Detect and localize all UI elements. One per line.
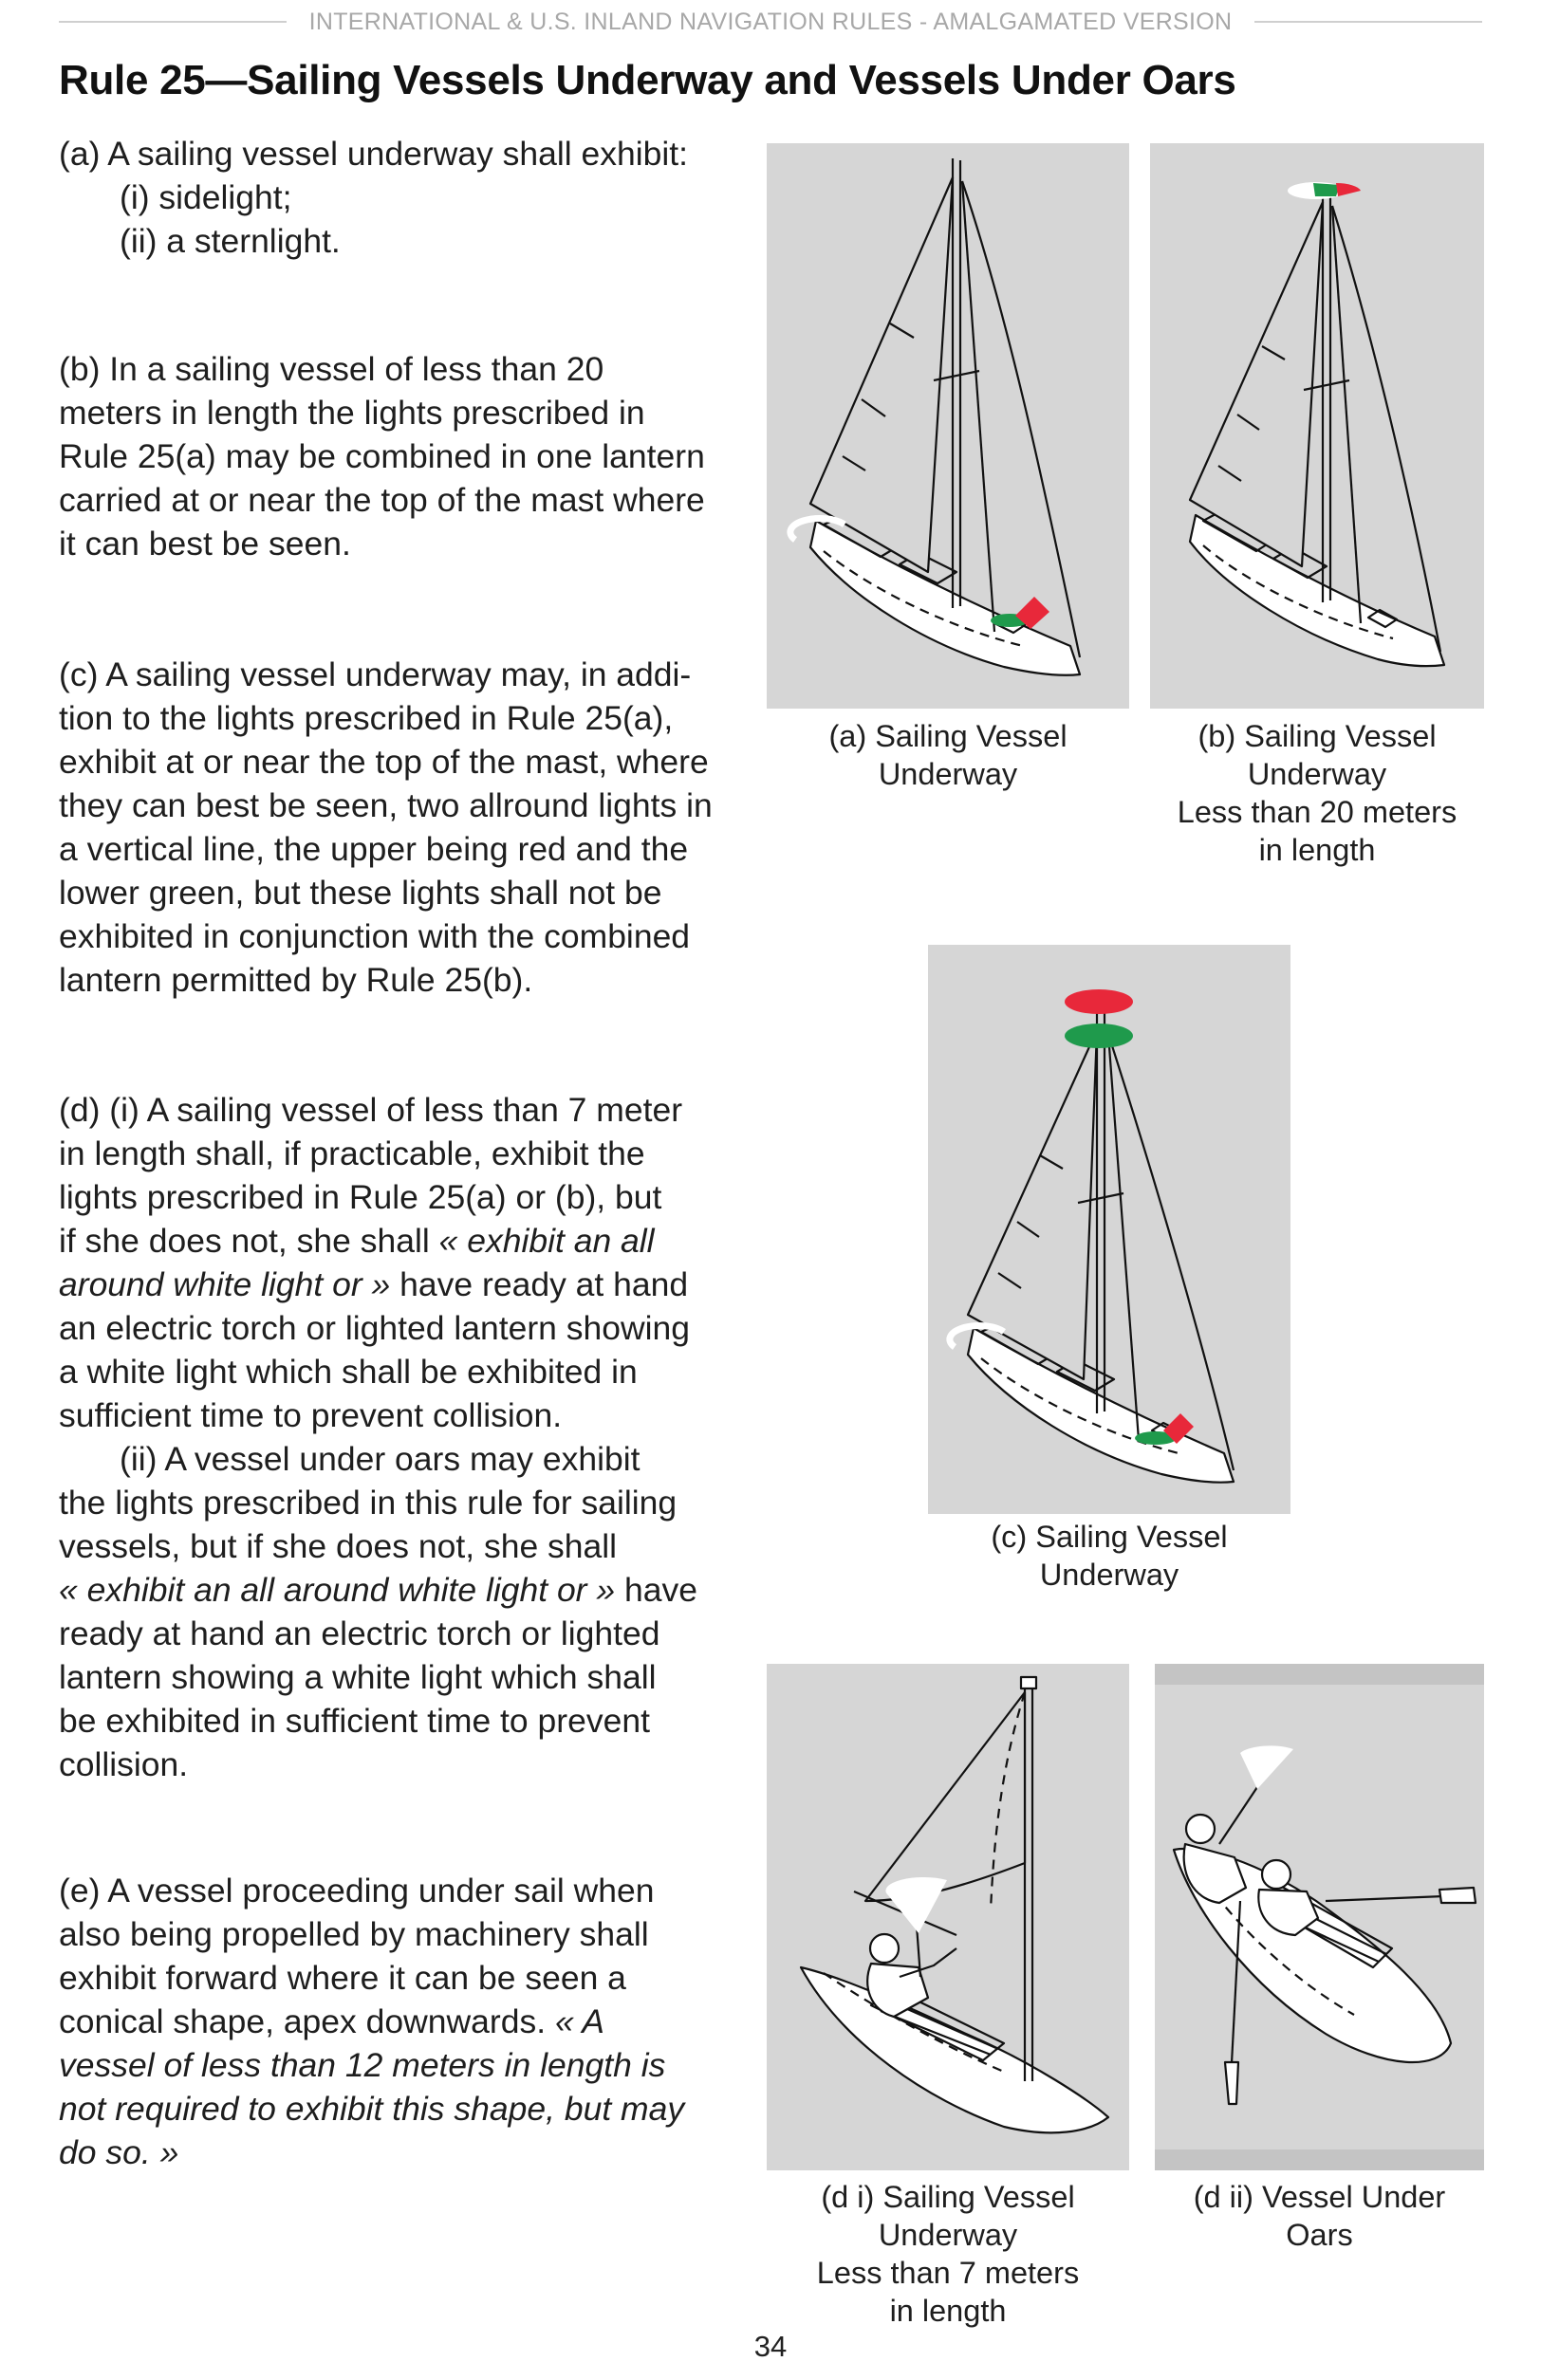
figure-a-caption — [767, 717, 1129, 793]
figure-dii-caption — [1155, 2178, 1484, 2254]
section-c — [59, 653, 761, 1002]
figure-a-caption-line: Underway — [878, 757, 1018, 791]
section-d-line — [59, 1219, 761, 1263]
figure-di-caption-line: (d i) Sailing Vessel — [821, 2180, 1075, 2214]
section-d-line: sufficient time to prevent collision. — [59, 1396, 563, 1434]
figure-b-illustration — [1150, 143, 1484, 709]
figure-b-caption-line: Underway — [1247, 757, 1387, 791]
section-e-line: not required to exhibit this shape, but may — [59, 2090, 685, 2128]
section-d-text: have ready at hand — [390, 1265, 689, 1303]
section-a — [59, 132, 761, 263]
figure-di-caption — [767, 2178, 1129, 2330]
figure-b-caption-line: (b) Sailing Vessel — [1198, 719, 1437, 753]
section-b-line: meters in length the lights prescribed in — [59, 394, 645, 432]
section-e-line — [59, 2000, 761, 2043]
section-c-line: (c) A sailing vessel underway may, in addi- — [59, 655, 692, 693]
section-d-line: in length shall, if practicable, exhibit the — [59, 1135, 645, 1172]
figure-b-caption-line: in length — [1258, 833, 1376, 867]
tricolor-red-sector — [1336, 183, 1361, 196]
section-d-line: lights prescribed in Rule 25(a) or (b), but — [59, 1178, 662, 1216]
figure-di-illustration — [767, 1664, 1129, 2170]
section-d-text: if she does not, she shall — [59, 1222, 439, 1260]
figure-c-caption-line: Underway — [1039, 1558, 1179, 1592]
section-d-line: vessels, but if she does not, she shall — [59, 1527, 618, 1565]
figure-a-caption-line: (a) Sailing Vessel — [828, 719, 1068, 753]
section-d-line: the lights prescribed in this rule for sailing — [59, 1484, 678, 1522]
section-d-line: lantern showing a white light which shall — [59, 1658, 657, 1696]
section-a-intro: (a) A sailing vessel underway shall exhibit: — [59, 135, 689, 173]
section-d-line: (d) (i) A sailing vessel of less than 7 meter — [59, 1091, 683, 1129]
figure-dii-caption-line: (d ii) Vessel Under — [1193, 2180, 1446, 2214]
section-d-line: ready at hand an electric torch or lighted — [59, 1614, 660, 1652]
page-title: Rule 25—Sailing Vessels Underway and Vessels Under Oars — [59, 57, 1236, 103]
figure-dii-caption-line: Oars — [1286, 2218, 1353, 2252]
running-header — [59, 8, 1482, 36]
section-e-line: (e) A vessel proceeding under sail when — [59, 1872, 655, 1910]
section-e — [59, 1869, 761, 2174]
section-d-line: an electric torch or lighted lantern showing — [59, 1309, 691, 1347]
figure-di-caption-line: in length — [889, 2294, 1007, 2328]
allround-green-light — [1065, 1024, 1133, 1048]
section-a-item-ii: (ii) a sternlight. — [120, 222, 341, 260]
tricolor-green-sector — [1313, 183, 1340, 196]
section-d-text: have — [615, 1571, 697, 1609]
figure-c-caption-line: (c) Sailing Vessel — [991, 1520, 1228, 1554]
section-c-line: lantern permitted by Rule 25(b). — [59, 961, 533, 999]
section-e-line: do so. » — [59, 2133, 179, 2171]
section-e-line: also being propelled by machinery shall — [59, 1915, 649, 1953]
section-c-line: exhibited in conjunction with the combined — [59, 917, 691, 955]
section-c-line: tion to the lights prescribed in Rule 25(a), — [59, 699, 674, 737]
section-c-line: a vertical line, the upper being red and the — [59, 830, 689, 868]
header-rule-left — [59, 21, 287, 23]
section-b-line: (b) In a sailing vessel of less than 20 — [59, 350, 604, 388]
torch-white-beam — [1240, 1745, 1293, 1789]
page-number: 34 — [753, 2330, 788, 2363]
running-title: INTERNATIONAL & U.S. INLAND NAVIGATION RULES - AMALGAMATED VERSION — [308, 8, 1233, 35]
section-d-line: collision. — [59, 1745, 189, 1783]
section-d-line — [59, 1568, 761, 1612]
section-c-line: they can best be seen, two allround lights in — [59, 786, 713, 824]
section-e-text: conical shape, apex downwards. — [59, 2002, 555, 2040]
figure-dii-illustration — [1155, 1664, 1484, 2170]
section-d-line — [59, 1263, 761, 1306]
figure-b-caption-line: Less than 20 meters — [1177, 795, 1457, 829]
torch-white-beam — [885, 1877, 947, 1933]
section-a-item-i: (i) sidelight; — [120, 178, 292, 216]
figure-a-illustration — [767, 143, 1129, 709]
section-d-line: (ii) A vessel under oars may exhibit — [120, 1440, 641, 1478]
section-d — [59, 1088, 761, 1786]
section-b — [59, 347, 761, 565]
section-c-line: lower green, but these lights shall not be — [59, 874, 662, 912]
section-d-italic-insert: « exhibit an all — [438, 1222, 655, 1260]
section-e-italic-insert: « A — [554, 2002, 604, 2040]
section-e-line: vessel of less than 12 meters in length is — [59, 2046, 666, 2084]
section-d-line: a white light which shall be exhibited in — [59, 1353, 638, 1391]
section-d-italic-insert: around white light or » — [59, 1265, 391, 1303]
figure-c-illustration — [928, 945, 1290, 1514]
section-b-line: it can best be seen. — [59, 525, 351, 563]
allround-red-light — [1065, 989, 1133, 1014]
section-b-line: carried at or near the top of the mast where — [59, 481, 705, 519]
section-c-line: exhibit at or near the top of the mast, where — [59, 743, 709, 781]
figure-b-caption — [1150, 717, 1484, 869]
section-e-line: exhibit forward where it can be seen a — [59, 1959, 626, 1997]
figure-di-caption-line: Underway — [878, 2218, 1018, 2252]
section-d-italic-insert: « exhibit an all around white light or » — [59, 1571, 616, 1609]
figure-c-caption — [928, 1518, 1290, 1594]
header-rule-right — [1254, 21, 1482, 23]
section-d-line: be exhibited in sufficient time to prevent — [59, 1702, 650, 1740]
figure-di-caption-line: Less than 7 meters — [816, 2256, 1080, 2290]
section-b-line: Rule 25(a) may be combined in one lantern — [59, 437, 705, 475]
